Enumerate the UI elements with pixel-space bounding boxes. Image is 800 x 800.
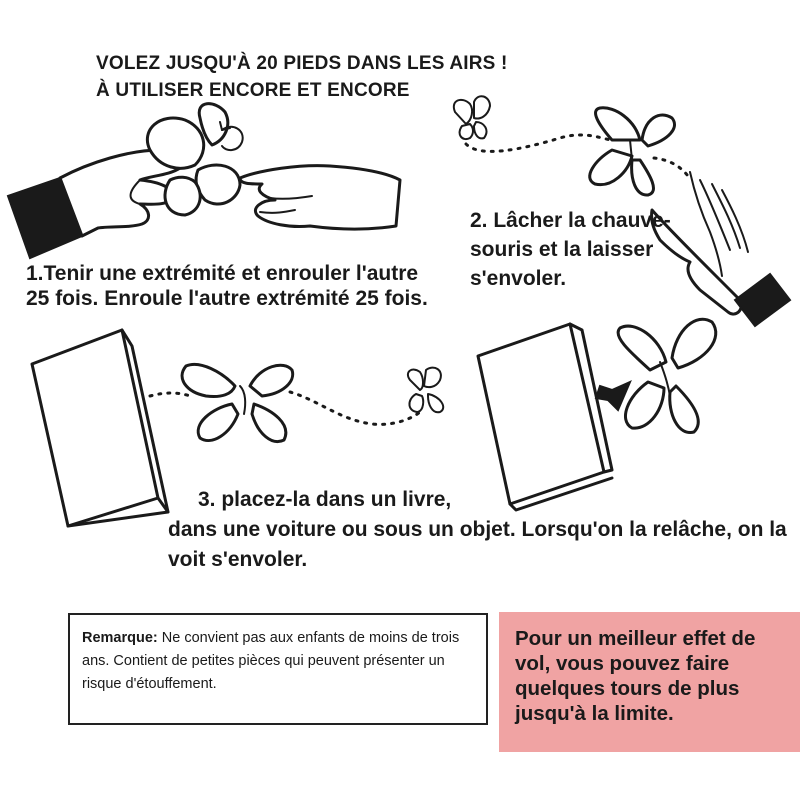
headline bbox=[96, 50, 508, 104]
step-3-line-1: 3. placez-la dans un livre, bbox=[198, 488, 452, 511]
warning-note-box bbox=[68, 613, 488, 725]
headline-line-2: À UTILISER ENCORE ET ENCORE bbox=[96, 80, 410, 101]
step-3-text bbox=[168, 485, 788, 575]
step-3-line-2: dans une voiture ou sous un objet. Lorsqu'on la relâche, on la voit s'envoler. bbox=[168, 518, 787, 571]
headline-line-1: VOLEZ JUSQU'À 20 PIEDS DANS LES AIRS ! bbox=[96, 53, 508, 74]
note-label: Remarque: bbox=[82, 630, 158, 646]
tip-text: Pour un meilleur effet de vol, vous pouvez faire quelques tours de plus jusqu'à la limite. bbox=[515, 627, 756, 725]
step-2-text: 2. Lâcher la chauve-souris et la laisser s'envoler. bbox=[470, 209, 671, 290]
book-right-illustration bbox=[478, 319, 716, 510]
note-text: Ne convient pas aux enfants de moins de trois ans. Contient de petites pièces qui peuvent présenter un risque d'étouffement. bbox=[82, 630, 460, 692]
winding-hands-illustration bbox=[8, 104, 400, 258]
tip-box bbox=[499, 612, 800, 752]
step-1-text: 1.Tenir une extrémité et enrouler l'autre 25 fois. Enroule l'autre extrémité 25 fois. bbox=[26, 262, 428, 310]
